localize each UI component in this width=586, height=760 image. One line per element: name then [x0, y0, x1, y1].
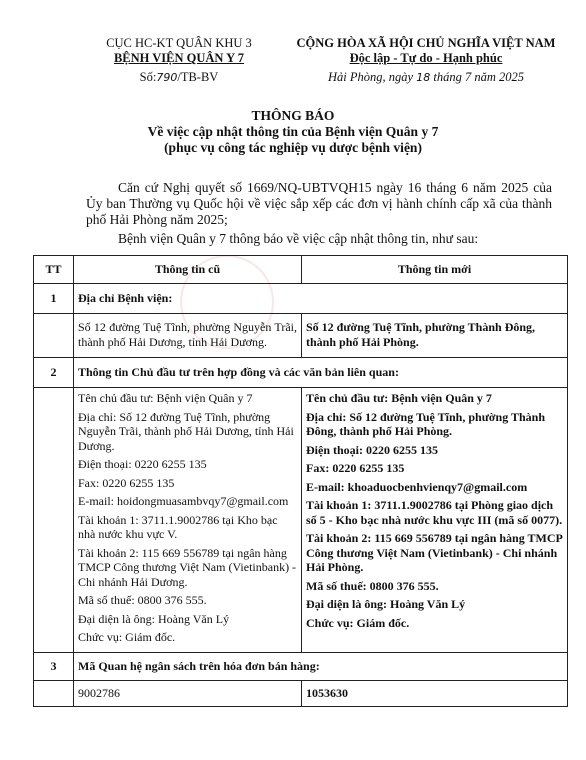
old-info-line: Chức vụ: Giám đốc. [78, 630, 176, 644]
new-info-line: Chức vụ: Giám đốc. [306, 615, 410, 630]
motto [282, 51, 570, 66]
doc-no-prefix: Số: [139, 70, 157, 84]
notice-purpose: (phục vụ công tác nghiệp vụ dược bệnh viện) [164, 140, 422, 155]
old-info-line: Địa chỉ: Số 12 đường Tuệ Tĩnh, phường Nguyễn Trãi, thành phố Hải Dương, tỉnh Hải Dương. [78, 409, 294, 453]
new-info-line: Mã số thuế: 0800 376 555. [306, 578, 439, 593]
agency-name: BỆNH VIỆN QUÂN Y 7 [113, 51, 245, 65]
issuing-agency-block [86, 36, 272, 85]
notice-title: THÔNG BÁO [251, 108, 335, 123]
section-title: Thông tin Chủ đầu tư trên hợp đồng và các văn bản liên quan: [74, 358, 568, 388]
old-info-line: Điện thoại: 0220 6255 135 [78, 457, 207, 471]
col-header-old: Thông tin cũ [74, 256, 302, 284]
old-info-line: Tài khoản 1: 3711.1.9002786 tại Kho bạc nhà nước khu vực V. [78, 512, 278, 541]
old-investor-info-cell [74, 388, 302, 653]
nation-title: CỘNG HÒA XÃ HỘI CHỦ NGHĨA VIỆT NAM [296, 36, 556, 50]
doc-no-handwritten: 790 [156, 71, 178, 84]
new-info-line: Tên chủ đầu tư: Bệnh viện Quân y 7 [306, 391, 492, 405]
old-info-line: E-mail: hoidongmuasambvqy7@gmail.com [78, 494, 289, 508]
data-row [34, 314, 568, 358]
new-info-line: Địa chỉ: Số 12 đường Tuệ Tĩnh, phường Thành Đông, thành phố Hải Phòng. [306, 409, 546, 438]
intro-paragraph: Bệnh viện Quân y 7 thông báo về việc cập nhật thông tin, như sau: [118, 231, 479, 246]
section-title: Địa chỉ Bệnh viện: [74, 284, 568, 314]
legal-basis-paragraph: Căn cứ Nghị quyết số 1669/NQ-UBTVQH15 ngày 16 tháng 6 năm 2025 của Ủy ban Thường vụ Quốc hội về việc sắp xếp các đơn vị hành chính cấp xã của thành phố Hải Phòng năm 2025; [86, 180, 552, 227]
new-budget-code-cell: 1053630 [302, 680, 568, 706]
old-info-line: Tài khoản 2: 115 669 556789 tại ngân hàng TMCP Công thương Việt Nam (Vietinbank) - Chi nhánh Hải Dương. [78, 545, 297, 589]
agency-parent: CỤC HC-KT QUÂN KHU 3 [106, 36, 252, 50]
new-info-line: E-mail: khoaduocbenhvienqy7@gmail.com [306, 479, 528, 494]
tt-cell [34, 388, 74, 653]
old-info-line: Mã số thuế: 0800 376 555. [78, 593, 207, 607]
old-budget-code-cell: 9002786 [74, 680, 302, 706]
doc-no-suffix: /TB-BV [177, 70, 219, 84]
tt-cell [34, 314, 74, 358]
new-info-line: Điện thoại: 0220 6255 135 [306, 442, 438, 457]
data-row [34, 680, 568, 706]
section-row [34, 358, 568, 388]
new-info-line: Tài khoản 1: 3711.1.9002786 tại Phòng giao dịch số 5 - Kho bạc nhà nước khu vực III (mã số 0077). [306, 498, 563, 527]
old-info-line: Đại diện là ông: Hoàng Văn Lý [78, 611, 230, 626]
data-row [34, 388, 568, 653]
section-number: 2 [34, 358, 74, 388]
section-title: Mã Quan hệ ngân sách trên hóa đơn bán hàng: [74, 652, 568, 680]
tt-cell [34, 680, 74, 706]
col-header-tt: TT [34, 256, 74, 284]
motto-text: Độc lập - Tự do - Hạnh phúc [349, 51, 503, 65]
section-number: 1 [34, 284, 74, 314]
new-investor-info-cell [302, 388, 568, 653]
table-header-row [34, 256, 568, 284]
info-update-table [33, 255, 568, 707]
issue-date [282, 70, 570, 85]
old-address-cell: Số 12 đường Tuệ Tĩnh, phường Nguyễn Trãi, thành phố Hải Dương, tỉnh Hải Dương. [74, 314, 302, 358]
old-info-line: Fax: 0220 6255 135 [78, 475, 175, 490]
section-row [34, 284, 568, 314]
new-info-line: Fax: 0220 6255 135 [306, 461, 405, 475]
new-info-line: Đại diện là ông: Hoàng Văn Lý [306, 597, 466, 611]
document-number [86, 70, 272, 85]
new-info-line: Tài khoản 2: 115 669 556789 tại ngân hàng TMCP Công thương Việt Nam (Vietinbank) - Chi nhánh Hải Phòng. [306, 531, 563, 574]
date-day-handwritten: 18 [416, 71, 431, 84]
national-header-block [282, 36, 570, 85]
section-number: 3 [34, 652, 74, 680]
col-header-new: Thông tin mới [302, 256, 568, 284]
date-prefix: Hải Phòng, ngày [328, 70, 414, 84]
notice-subject: Về việc cập nhật thông tin của Bệnh viện Quân y 7 [147, 124, 439, 139]
section-row [34, 652, 568, 680]
new-address-cell: Số 12 đường Tuệ Tĩnh, phường Thành Đông, thành phố Hải Phòng. [302, 314, 568, 358]
old-info-line: Tên chủ đầu tư: Bệnh viện Quân y 7 [78, 391, 253, 405]
date-suffix: tháng 7 năm 2025 [433, 70, 524, 84]
